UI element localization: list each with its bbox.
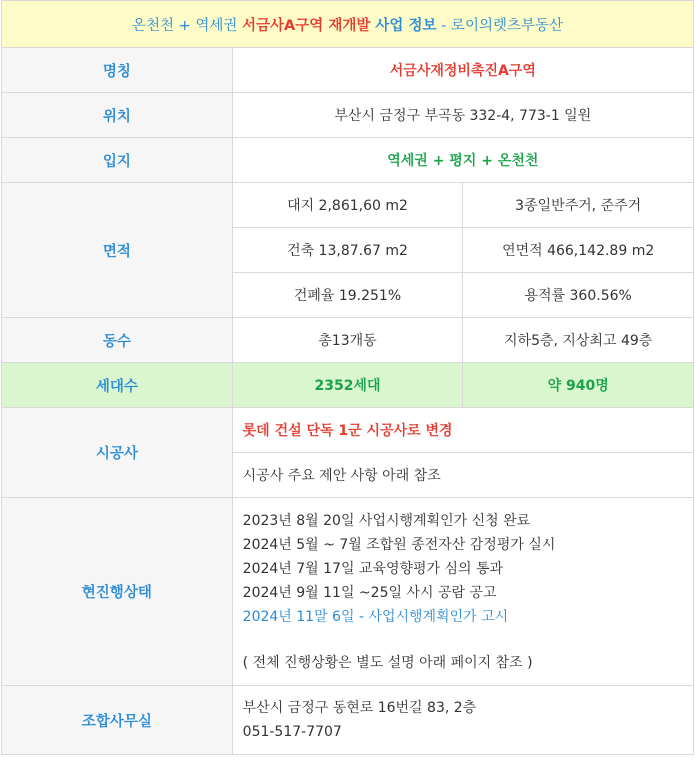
contractor-change: 롯데 건설 단독 1군 시공사로 변경 (232, 408, 693, 453)
households-count: 2352세대 (232, 363, 463, 408)
area-floor-ratio: 용적률 360.56% (463, 273, 694, 318)
buildings-count: 총13개동 (232, 318, 463, 363)
row-status (2, 498, 694, 686)
project-info-table (1, 0, 694, 755)
header-part1: 온천천 + 역세권 (132, 17, 243, 34)
status-line: 2024년 7월 17일 교육영향평가 심의 통과 (242, 560, 504, 577)
status-line: 2023년 8월 20일 사업시행계획인가 신청 완료 (242, 512, 531, 529)
contractor-note: 시공사 주요 제안 사항 아래 참조 (232, 453, 693, 498)
header-row (2, 1, 694, 48)
label-location: 위치 (2, 93, 233, 138)
status-line: 2024년 9월 11일 ~25일 사시 공람 공고 (242, 584, 497, 601)
row-contractor-1 (2, 408, 694, 453)
row-households (2, 363, 694, 408)
row-name (2, 48, 694, 93)
label-office: 조합사무실 (2, 686, 233, 755)
status-list (232, 498, 693, 686)
row-site (2, 138, 694, 183)
row-area-1 (2, 183, 694, 228)
value-name: 서금사재정비촉진A구역 (232, 48, 693, 93)
row-office (2, 686, 694, 755)
status-line: 2024년 5월 ~ 7월 조합원 종전자산 감정평가 실시 (242, 536, 556, 553)
label-status: 현진행상태 (2, 498, 233, 686)
area-total-floor: 연면적 466,142.89 m2 (463, 228, 694, 273)
label-contractor: 시공사 (2, 408, 233, 498)
label-buildings: 동수 (2, 318, 233, 363)
area-coverage-ratio: 건폐율 19.251% (232, 273, 463, 318)
buildings-floors: 지하5층, 지상최고 49층 (463, 318, 694, 363)
value-location: 부산시 금정구 부곡동 332-4, 773-1 일원 (232, 93, 693, 138)
status-note: ( 전체 진행상황은 별도 설명 아래 페이지 참조 ) (242, 654, 533, 671)
header-part3: 사업 정보 (370, 17, 437, 34)
row-buildings (2, 318, 694, 363)
office-info (232, 686, 693, 755)
label-area: 면적 (2, 183, 233, 318)
value-site: 역세권 + 평지 + 온천천 (232, 138, 693, 183)
header-highlight: 서금사A구역 재개발 (242, 17, 371, 34)
status-spacer (243, 629, 693, 651)
header-part4: - 로이의렛츠부동산 (436, 17, 563, 34)
area-land: 대지 2,861,60 m2 (232, 183, 463, 228)
label-households: 세대수 (2, 363, 233, 408)
area-zoning: 3종일반주거, 준주거 (463, 183, 694, 228)
office-address: 부산시 금정구 동현로 16번길 83, 2층 (242, 700, 477, 716)
row-location (2, 93, 694, 138)
office-phone: 051-517-7707 (242, 724, 342, 740)
households-people: 약 940명 (463, 363, 694, 408)
area-building: 건축 13,87.67 m2 (232, 228, 463, 273)
status-highlight-line: 2024년 11말 6일 - 사업시행계획인가 고시 (242, 608, 509, 625)
table-header (2, 1, 694, 48)
label-site: 입지 (2, 138, 233, 183)
label-name: 명칭 (2, 48, 233, 93)
